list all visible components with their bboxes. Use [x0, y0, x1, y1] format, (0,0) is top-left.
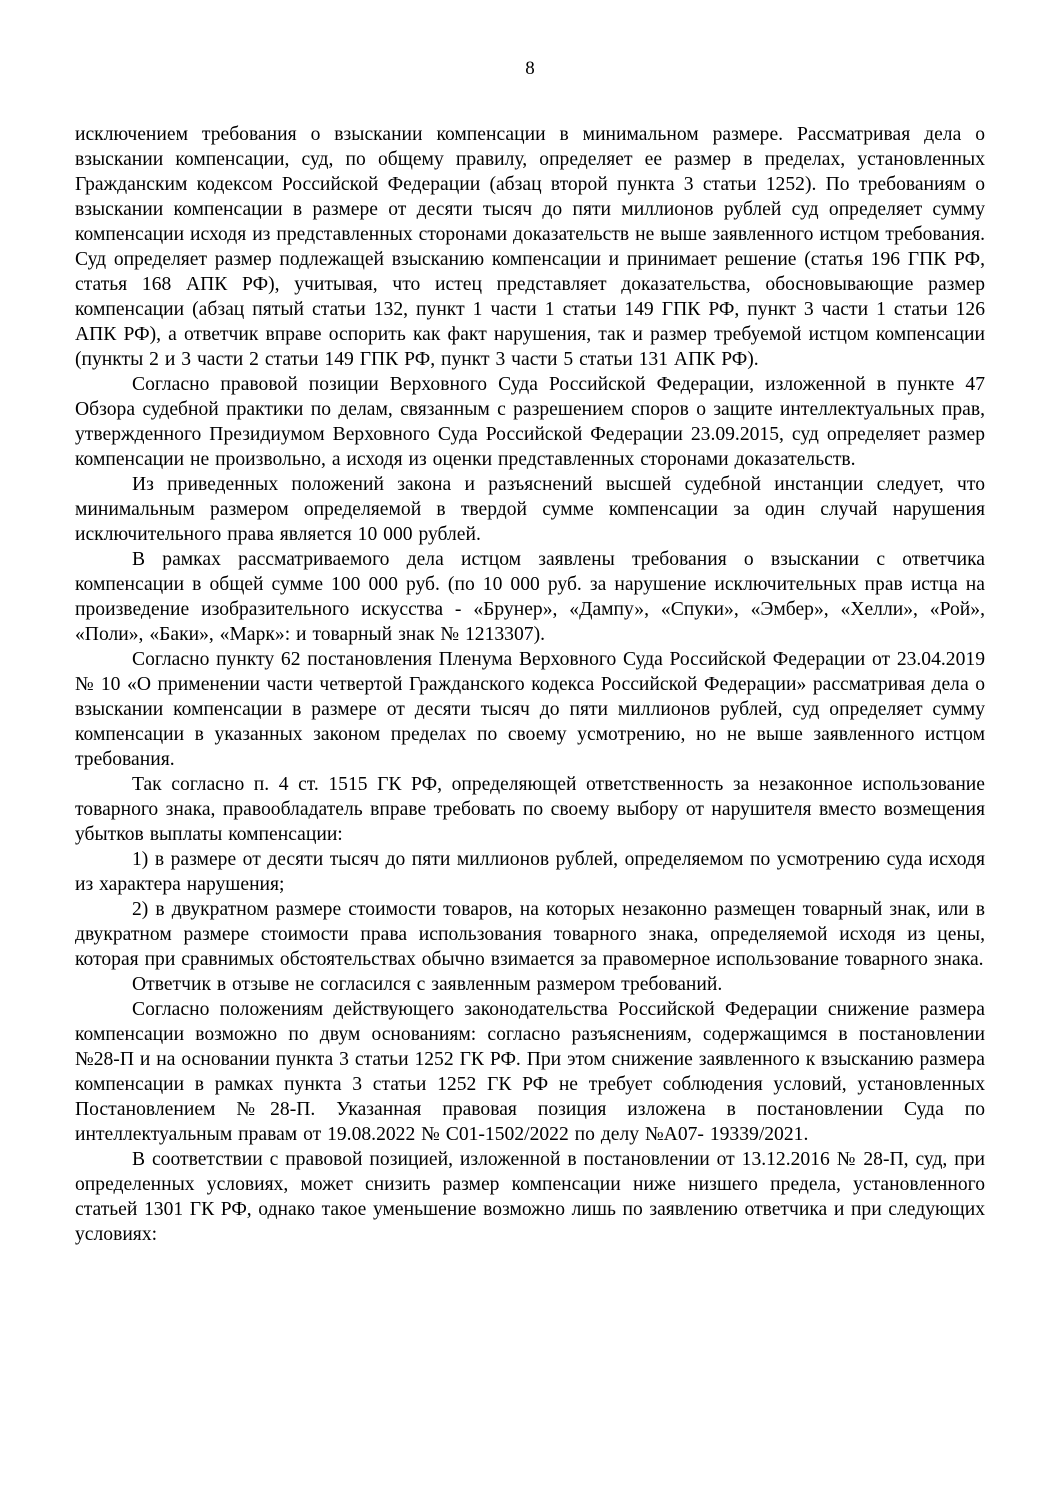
paragraph: исключением требования о взыскании компенсации в минимальном размере. Рассматривая дела о взыскании компенсации, суд, по общему правилу, определяет ее размер в пределах, установленных Гражданским кодексом Российской Федерации (абзац второй пункта 3 статьи 1252). По требованиям о взыскании компенсации в размере от десяти тысяч до пяти миллионов рублей суд определяет сумму компенсации исходя из представленных сторонами доказательств не выше заявленного истцом требования. Суд определяет размер подлежащей взысканию компенсации и принимает решение (статья 196 ГПК РФ, статья 168 АПК РФ), учитывая, что истец представляет доказательства, обосновывающие размер компенсации (абзац пятый статьи 132, пункт 1 части 1 статьи 149 ГПК РФ, пункт 3 части 1 статьи 126 АПК РФ), а ответчик вправе оспорить как факт нарушения, так и размер требуемой истцом компенсации (пункты 2 и 3 части 2 статьи 149 ГПК РФ, пункт 3 части 5 статьи 131 АПК РФ).	[75, 124, 985, 370]
paragraph: Из приведенных положений закона и разъяснений высшей судебной инстанции следует, что минимальным размером определяемой в твердой сумме компенсации за один случай нарушения исключительного права является 10 000 рублей.	[75, 474, 985, 545]
paragraph: 2) в двукратном размере стоимости товаров, на которых незаконно размещен товарный знак, или в двукратном размере стоимости права использования товарного знака, определяемой исходя из цены, которая при сравнимых обстоятельствах обычно взимается за правомерное использование товарного знака.	[75, 899, 985, 970]
paragraph: Согласно пункту 62 постановления Пленума Верховного Суда Российской Федерации от 23.04.2019 № 10 «О применении части четвертой Гражданского кодекса Российской Федерации» рассматривая дела о взыскании компенсации в размере от десяти тысяч до пяти миллионов рублей, суд определяет сумму компенсации в указанных законом пределах по своему усмотрению, но не выше заявленного истцом требования.	[75, 649, 985, 770]
paragraph: Так согласно п. 4 ст. 1515 ГК РФ, определяющей ответственность за незаконное использование товарного знака, правообладатель вправе требовать по своему выбору от нарушителя вместо возмещения убытков выплаты компенсации:	[75, 774, 985, 845]
page-number: 8	[525, 58, 535, 79]
paragraph: В соответствии с правовой позицией, изложенной в постановлении от 13.12.2016 № 28-П, суд, при определенных условиях, может снизить размер компенсации ниже низшего предела, установленного статьей 1301 ГК РФ, однако такое уменьшение возможно лишь по заявлению ответчика и при следующих условиях:	[75, 1149, 985, 1245]
paragraph: 1) в размере от десяти тысяч до пяти миллионов рублей, определяемом по усмотрению суда исходя из характера нарушения;	[75, 849, 985, 895]
paragraph: В рамках рассматриваемого дела истцом заявлены требования о взыскании с ответчика компенсации в общей сумме 100 000 руб. (по 10 000 руб. за нарушение исключительных прав истца на произведение изобразительного искусства - «Брунер», «Дампу», «Спуки», «Эмбер», «Хелли», «Рой», «Поли», «Баки», «Марк»: и товарный знак № 1213307).	[75, 549, 985, 645]
paragraph: Согласно положениям действующего законодательства Российской Федерации снижение размера компенсации возможно по двум основаниям: согласно разъяснениям, содержащимся в постановлении №28-П и на основании пункта 3 статьи 1252 ГК РФ. При этом снижение заявленного к взысканию размера компенсации в рамках пункта 3 статьи 1252 ГК РФ не требует соблюдения условий, установленных Постановлением №28-П. Указанная правовая позиция изложена в постановлении Суда по интеллектуальным правам от 19.08.2022 № С01-1502/2022 по делу №А07- 19339/2021.	[75, 999, 985, 1145]
paragraph: Согласно правовой позиции Верховного Суда Российской Федерации, изложенной в пункте 47 Обзора судебной практики по делам, связанным с разрешением споров о защите интеллектуальных прав, утвержденного Президиумом Верховного Суда Российской Федерации 23.09.2015, суд определяет размер компенсации не произвольно, а исходя из оценки представленных сторонами доказательств.	[75, 374, 985, 470]
paragraph: Ответчик в отзыве не согласился с заявленным размером требований.	[132, 974, 723, 995]
document-body	[75, 122, 985, 1247]
